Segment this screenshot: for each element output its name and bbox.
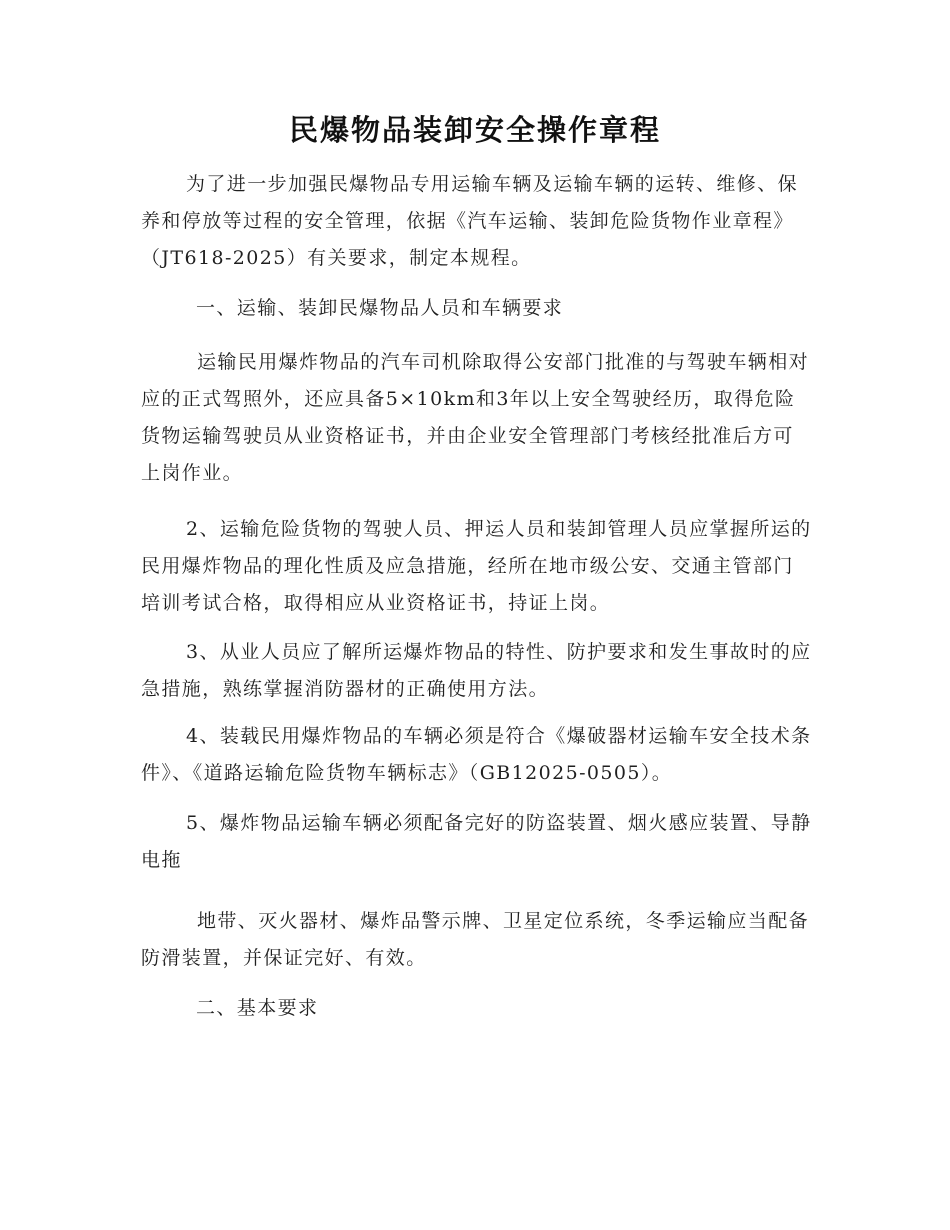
list-item-5-continuation: 地带、灭火器材、爆炸品警示牌、卫星定位系统，冬季运输应当配备防滑装置，并保证完好、有效。 bbox=[141, 910, 810, 969]
list-item-5: 5、爆炸物品运输车辆必须配备完好的防盗装置、烟火感应装置、导静电拖 bbox=[141, 812, 812, 871]
list-item-4: 4、装载民用爆炸物品的车辆必须是符合《爆破器材运输车安全技术条件》、《道路运输危险货物车辆标志》（GB12025-0505）。 bbox=[141, 725, 812, 784]
section-heading-1: 一、运输、装卸民爆物品人员和车辆要求 bbox=[196, 297, 564, 319]
list-item-3: 3、从业人员应了解所运爆炸物品的特性、防护要求和发生事故时的应急措施，熟练掌握消防器材的正确使用方法。 bbox=[141, 641, 812, 700]
document-title: 民爆物品装卸安全操作章程 bbox=[288, 113, 661, 147]
list-item-1: 运输民用爆炸物品的汽车司机除取得公安部门批准的与驾驶车辆相对应的正式驾照外，还应具备5×10km和3年以上安全驾驶经历，取得危险货物运输驾驶员从业资格证书，并由企业安全管理部门考核经批准后方可上岗作业。 bbox=[141, 351, 810, 484]
section-heading-2: 二、基本要求 bbox=[196, 997, 319, 1019]
list-item-2: 2、运输危险货物的驾驶人员、押运人员和装卸管理人员应掌握所运的民用爆炸物品的理化性质及应急措施，经所在地市级公安、交通主管部门培训考试合格，取得相应从业资格证书，持证上岗。 bbox=[141, 518, 812, 614]
intro-paragraph: 为了进一步加强民爆物品专用运输车辆及运输车辆的运转、维修、保养和停放等过程的安全管理，依据《汽车运输、装卸危险货物作业章程》（JT618-2025）有关要求，制定本规程。 bbox=[141, 173, 799, 269]
